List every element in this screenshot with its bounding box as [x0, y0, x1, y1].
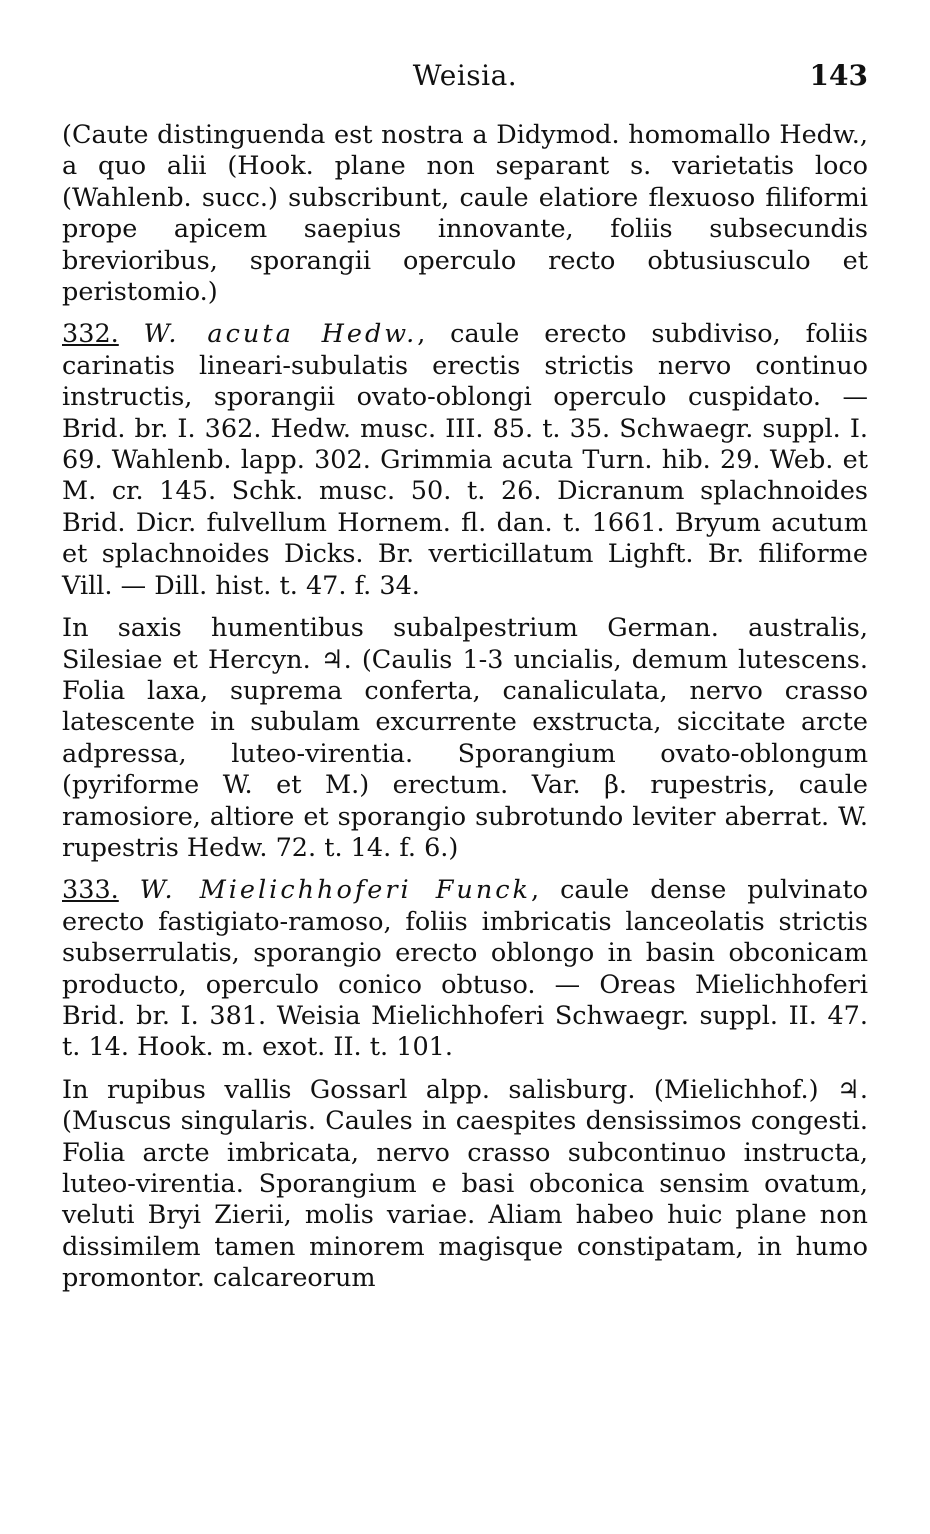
species-description: , caule dense pulvinato erecto fastigiato-ramoso, foliis imbricatis lanceolatis strictis subserrulatis, sporangio erecto oblongo in basin obconicam producto, operculo conico obtuso. — Oreas Mielichhoferi Brid. br. I. 381. Weisia Mielichhoferi Schwaegr. suppl. II. 47. t. 14. Hook. m. exot. II. t. 101.: [62, 875, 868, 1063]
paragraph-text: (Caute distinguenda est nostra a Didymod. homomallo Hedw., a quo alii (Hook. plane non separant s. varietatis loco (Wahlenb. succ.) subscribunt, caule elatiore flexuoso filiformi prope apicem saepius innovante, foliis subsecundis brevioribus, sporangii operculo recto obtusiusculo et peristomio.): [62, 120, 868, 308]
habitat-paragraph-332: [62, 613, 868, 864]
paragraph-text: In saxis humentibus subalpestrium German. australis, Silesiae et Hercyn. ♃. (Caulis 1-3 uncialis, demum lutescens. Folia laxa, suprema conferta, canaliculata, nervo crasso latescente in subulam excurrente exstructa, siccitate arcte adpressa, luteo-virentia. Sporangium ovato-oblongum (pyriforme W. et M.) erectum. Var. β. rupestris, caule ramosiore, altiore et sporangio subrotundo leviter aberrat. W. rupestris Hedw. 72. t. 14. f. 6.): [62, 613, 868, 863]
habitat-paragraph-333: [62, 1075, 868, 1295]
species-description: , caule erecto subdiviso, foliis carinatis lineari-subulatis erectis strictis nervo continuo instructis, sporangii ovato-oblongi operculo cuspidato. — Brid. br. I. 362. Hedw. musc. III. 85. t. 35. Schwaegr. suppl. I. 69. Wahlenb. lapp. 302. Grimmia acuta Turn. hib. 29. Web. et M. cr. 145. Schk. musc. 50. t. 26. Dicranum splachnoides Brid. Dicr. fulvellum Hornem. fl. dan. t. 1661. Bryum acutum et splachnoides Dicks. Br. verticillatum Lighft. Br. filiforme Vill. — Dill. hist. t. 47. f. 34.: [62, 319, 868, 601]
paragraph-text: In rupibus vallis Gossarl alpp. salisburg. (Mielichhof.) ♃. (Muscus singularis. Caules in caespites densissimos congesti. Folia arcte imbricata, nervo crasso subcontinuo instructa, luteo-virentia. Sporangium e basi obconica sensim ovatum, veluti Bryi Zierii, molis variae. Aliam habeo huic plane non dissimilem tamen minorem magisque constipatam, in humo promontor. calcareorum: [62, 1074, 868, 1294]
running-header: [62, 54, 868, 98]
species-entry-333: [62, 875, 868, 1063]
running-title: Weisia.: [412, 59, 518, 92]
species-name: W. Mielichhoferi Funck: [139, 875, 531, 906]
species-number: 332.: [62, 319, 119, 350]
species-entry-332: [62, 319, 868, 602]
page: [62, 54, 868, 1295]
paragraph-note: [62, 120, 868, 308]
page-number: 143: [809, 59, 868, 92]
species-number: 333.: [62, 875, 119, 906]
species-name: W. acuta Hedw.: [143, 319, 418, 350]
